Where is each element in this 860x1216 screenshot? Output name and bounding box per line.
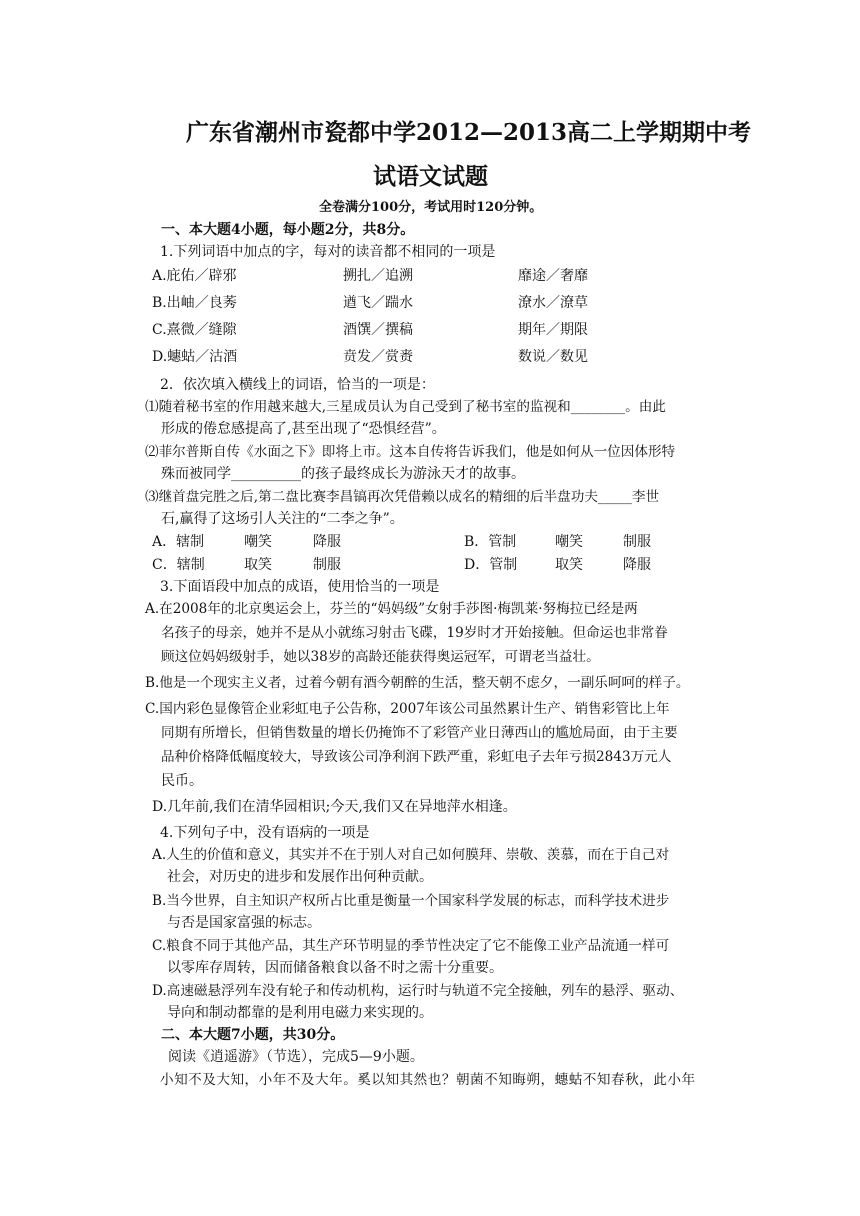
q2-sentence2-line1: ⑵菲尔普斯自传《水面之下》即将上市。这本自传将告诉我们，他是如何从一位因体形特: [145, 444, 676, 460]
q2-option-a-word1: A．辖制: [152, 534, 205, 550]
q2-sentence3-line2: 石,赢得了这场引人关注的“二李之争”。: [161, 511, 404, 527]
passage-line1: 小知不及大知，小年不及大年。奚以知其然也？朝菌不知晦朔，蟪蛄不知春秋，此小年: [160, 1072, 696, 1088]
q1-option-a-col3: 靡途／奢靡: [518, 268, 588, 284]
q2-option-d-word2: 取笑: [555, 557, 583, 573]
q1-option-b-col3: 潦水／潦草: [518, 295, 588, 311]
q2-option-b-word2: 嘲笑: [555, 534, 583, 550]
exam-note: 全卷满分100分，考试用时120分钟。: [319, 200, 543, 215]
q4-option-d-line2: 导向和制动都靠的是利用电磁力来实现的。: [167, 1005, 433, 1021]
q1-option-d-col2: 贲发／赏赉: [343, 349, 413, 365]
q1-option-c-col1: C.熹微／缝隙: [152, 322, 237, 338]
q2-sentence1-line2: 形成的倦怠感提高了,甚至出现了“恐惧经营”。: [161, 421, 446, 437]
section2-heading: 二、本大题7小题，共30分。: [161, 1027, 345, 1043]
doc-title-line1: 广东省潮州市瓷都中学2012—2013高二上学期期中考: [186, 119, 752, 146]
q4-option-b-line1: B.当今世界，自主知识产权所占比重是衡量一个国家科学发展的标志，而科学技术进步: [152, 893, 670, 909]
q3-stem: 3.下面语段中加点的成语，使用恰当的一项是: [160, 579, 440, 595]
q4-option-b-line2: 与否是国家富强的标志。: [167, 915, 321, 931]
q3-option-c-line4: 民币。: [161, 773, 203, 789]
q2-option-c-word1: C．辖制: [152, 557, 205, 573]
q2-option-b-word3: 制服: [623, 534, 651, 550]
q2-option-c-word3: 制服: [313, 557, 341, 573]
q1-option-a-col2: 搠扎／追溯: [343, 268, 413, 284]
q2-option-d-word1: D．管制: [464, 557, 518, 573]
q2-sentence2-line2: 殊而被同学__________的孩子最终成长为游泳天才的故事。: [161, 466, 525, 482]
q2-option-a-word3: 降服: [313, 534, 341, 550]
q3-option-a-line2: 名孩子的母亲，她并不是从小就练习射击飞碟，19岁时才开始接触。但命运也非常眷: [161, 625, 668, 641]
q4-option-c-line1: C.粮食不同于其他产品，其生产环节明显的季节性决定了它不能像工业产品流通一样可: [152, 938, 670, 954]
q2-stem: 2．依次填入横线上的词语，恰当的一项是：: [160, 377, 435, 393]
doc-title-line2: 试语文试题: [373, 163, 488, 190]
q4-option-a-line1: A.人生的价值和意义，其实并不在于别人对自己如何膜拜、崇敬、羡慕，而在于自己对: [152, 847, 670, 863]
q2-option-a-word2: 嘲笑: [244, 534, 272, 550]
q2-sentence3-line1: ⑶继首盘完胜之后,第二盘比赛李昌镐再次凭借赖以成名的精细的后半盘功夫_____李世: [145, 489, 660, 505]
q4-stem: 4.下列句子中，没有语病的一项是: [160, 825, 370, 841]
q1-stem: 1.下列词语中加点的字，每对的读音都不相同的一项是: [160, 244, 496, 260]
section1-heading: 一、本大题4小题，每小题2分，共8分。: [161, 222, 415, 238]
q1-option-a-col1: A.庇佑／辟邪: [152, 268, 237, 284]
q2-option-d-word3: 降服: [623, 557, 651, 573]
q4-option-a-line2: 社会，对历史的进步和发展作出何种贡献。: [167, 869, 433, 885]
q1-option-d-col1: D.蟪蛄／沽酒: [152, 349, 238, 365]
q1-option-b-col1: B.出岫／良莠: [152, 295, 237, 311]
q1-option-c-col3: 期年／期限: [518, 322, 588, 338]
q1-option-d-col3: 数说／数见: [518, 349, 588, 365]
q1-option-c-col2: 酒馔／撰稿: [343, 322, 413, 338]
section2-intro: 阅读《逍遥游》（节选），完成5—9小题。: [168, 1049, 424, 1065]
q2-option-b-word1: B．管制: [464, 534, 517, 550]
q2-sentence1-line1: ⑴随着秘书室的作用越来越大,三星成员认为自己受到了秘书室的监视和________。由此: [145, 399, 666, 415]
q3-option-a-line3: 顾这位妈妈级射手，她以38岁的高龄还能获得奥运冠军，可谓老当益壮。: [161, 649, 600, 665]
q3-option-b: B.他是一个现实主义者，过着今朝有酒今朝醉的生活，整天朝不虑夕，一副乐呵呵的样子。: [145, 675, 690, 691]
q3-option-a-line1: A.在2008年的北京奥运会上，芬兰的“妈妈级”女射手莎图·梅凯莱·努梅拉已经是两: [145, 601, 638, 617]
q3-option-c-line3: 品种价格降低幅度较大，导致该公司净利润下跌严重，彩虹电子去年亏损2843万元人: [161, 749, 672, 765]
q4-option-c-line2: 以零库存周转，因而储备粮食以备不时之需十分重要。: [167, 960, 503, 976]
q2-option-c-word2: 取笑: [244, 557, 272, 573]
q3-option-d: D.几年前,我们在清华园相识;今天,我们又在异地萍水相逢。: [152, 799, 517, 815]
q4-option-d-line1: D.高速磁悬浮列车没有轮子和传动机构，运行时与轨道不完全接触，列车的悬浮、驱动、: [152, 983, 684, 999]
q3-option-c-line2: 同期有所增长，但销售数量的增长仍掩饰不了彩管产业日薄西山的尴尬局面，由于主要: [161, 725, 678, 741]
q1-option-b-col2: 遒飞／踹水: [343, 295, 413, 311]
q3-option-c-line1: C.国内彩色显像管企业彩虹电子公告称，2007年该公司虽然累计生产、销售彩管比上年: [145, 701, 670, 717]
